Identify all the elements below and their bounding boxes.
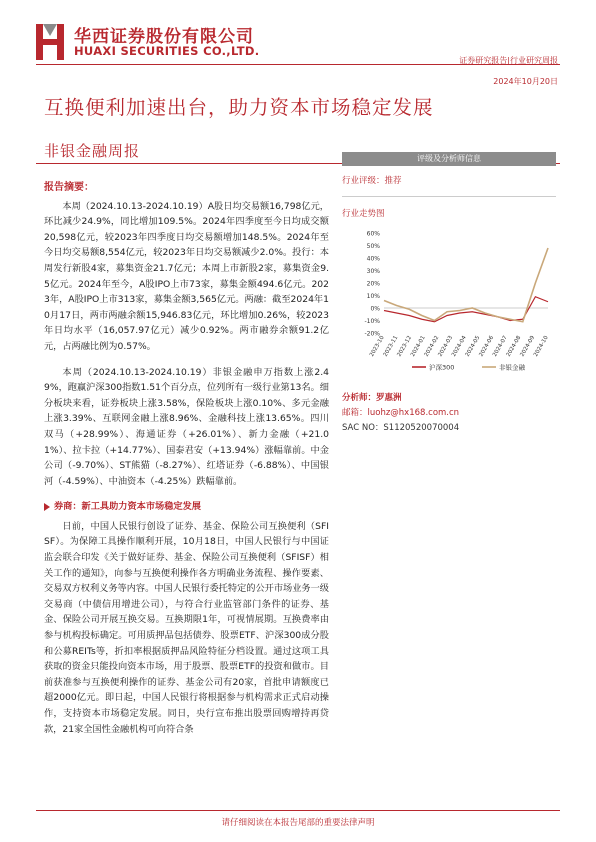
analyst-sac-number: SAC NO：S1120520070004 xyxy=(342,423,460,433)
subsection-heading-text: 券商：新工具助力资本市场稳定发展 xyxy=(54,501,201,513)
footer-divider xyxy=(36,810,560,811)
summary-paragraph-2: 本周（2024.10.13-2024.10.19）非银金融申万指数上涨2.49%，跑赢沪深300指数1.51个百分点，位列所有一级行业第13名。细分板块来看，证券板块上涨3.58%，保险板块上涨0.10%、多元金融上涨3.39%、互联网金融上涨8.96%、金融科技上涨13.65%。四川双马（+28.99%）、海通证券（+26.01%）、新力金融（+21.01%）、拉卡拉（+14.77%）、国泰君安（+13.94%）涨幅靠前。中金公司（-9.70%）、ST熊猫（-8.27%）、红塔证券（-6.88%）、中国银河（-4.59%）、中油资本（-4.25%）跌幅靠前。 xyxy=(44,366,329,487)
company-name-en: HUAXI SECURITIES CO.,LTD. xyxy=(74,44,260,58)
summary-label: 报告摘要： xyxy=(44,182,94,193)
y-tick-label: -20% xyxy=(364,330,380,338)
y-tick-label: 60% xyxy=(366,230,380,238)
sidebar-header: 评级及分析师信息 xyxy=(342,152,556,166)
x-tick-label: 2024-07 xyxy=(492,335,509,358)
sidebar xyxy=(342,152,556,433)
analyst-name: 分析师：罗惠洲 xyxy=(342,393,402,403)
x-tick-label: 2024-02 xyxy=(423,335,441,358)
x-tick-label: 2024-03 xyxy=(437,335,455,358)
trend-chart-label: 行业走势图 xyxy=(342,209,385,219)
trend-chart xyxy=(342,225,556,375)
y-tick-label: 20% xyxy=(366,280,380,288)
triangle-bullet-icon xyxy=(44,503,50,511)
x-tick-label: 2024-06 xyxy=(478,335,496,358)
legend-label: 非银金融 xyxy=(499,363,525,372)
y-tick-label: -10% xyxy=(364,318,380,325)
legend-label: 沪深300 xyxy=(429,363,455,372)
sidebar-divider xyxy=(342,196,556,197)
x-tick-label: 2023-12 xyxy=(396,335,414,358)
report-date: 2024年10月20日 xyxy=(493,77,558,86)
x-tick-label: 2024-09 xyxy=(519,335,537,358)
summary-paragraph-3: 日前，中国人民银行创设了证券、基金、保险公司互换便利（SFISF）。为保障工具操作顺利开展，10月18日，中国人民银行与中国证监会联合印发《关于做好证券、基金、保险公司互换便利（SFISF）相关工作的通知》，向参与互换便利操作各方明确业务流程、操作要素、交易双方权利义务等内容。中国人民银行委托特定的公开市场业务一级交易商（中债信用增进公司），与符合行业监管部门条件的证券、基金、保险公司开展互换交易。互换期限1年，可视情展期。互换费率由参与机构投标确定。可用质押品包括债券、股票ETF、沪深300成分股和公募REITs等，折扣率根据质押品风险特征分档设置。通过这项工具获取的资金只能投向资本市场，用于股票、股票ETF的投资和做市。目前获准参与互换便利操作的证券、基金公司有20家，首批申请额度已超2000亿元。即日起，中国人民银行将根据参与机构需求正式启动操作，支持资本市场稳定发展。同日，央行宣布推出股票回购增持再贷款，21家全国性金融机构可向符合条 xyxy=(44,520,329,735)
x-tick-label: 2024-05 xyxy=(464,335,482,358)
x-tick-label: 2023-11 xyxy=(382,335,400,358)
y-tick-label: 50% xyxy=(366,243,380,250)
x-tick-label: 2024-10 xyxy=(533,335,550,358)
summary-paragraph-1: 本周（2024.10.13-2024.10.19）A股日均交易额16,798亿元，环比减少24.9%，同比增加109.5%。2024年四季度至今日均成交额20,598亿元，较2023年四季度日均交易额增加148.5%。2024年至今日均交易额8,554亿元，较2023年日均交易额减少2.0%。投行：本周发行新股4家，募集资金21.7亿元；本周上市新股2家，募集资金9.5亿元。2024年至今，A股IPO上市73家，募集金额494.6亿元。2023年，A股IPO上市313家，募集金额3,565亿元。两融：截至2024年10月17日，两市两融余额15,946.83亿元，环比增加0.26%，较2023年日均水平（16,057.97亿元）减少0.92%。两市融券余额91.2亿元，占两融比例为0.57%。 xyxy=(44,200,329,352)
x-tick-label: 2024-08 xyxy=(505,335,523,358)
industry-rating: 行业评级：推荐 xyxy=(342,176,402,186)
report-body xyxy=(44,180,329,747)
y-tick-label: 40% xyxy=(366,255,380,263)
x-tick-label: 2024-01 xyxy=(410,335,427,358)
x-tick-label: 2024-04 xyxy=(451,335,468,358)
y-tick-label: 30% xyxy=(366,268,380,275)
section-title: 非银金融周报 xyxy=(44,142,141,160)
report-type: 证券研究报告|行业研究周报 xyxy=(459,56,558,65)
analyst-email[interactable]: 邮箱：luohz@hx168.com.cn xyxy=(342,408,460,418)
x-tick-label: 2023-10 xyxy=(369,335,386,358)
series-line-nonbank xyxy=(384,248,548,322)
subsection-heading xyxy=(44,499,329,515)
company-name-cn: 华西证券股份有限公司 xyxy=(74,27,254,47)
company-logo-icon xyxy=(36,24,64,60)
page-title: 互换便利加速出台，助力资本市场稳定发展 xyxy=(44,96,434,119)
footer-disclaimer: 请仔细阅读在本报告尾部的重要法律声明 xyxy=(221,818,375,828)
y-tick-label: 0% xyxy=(370,305,380,313)
y-tick-label: 10% xyxy=(366,293,380,300)
